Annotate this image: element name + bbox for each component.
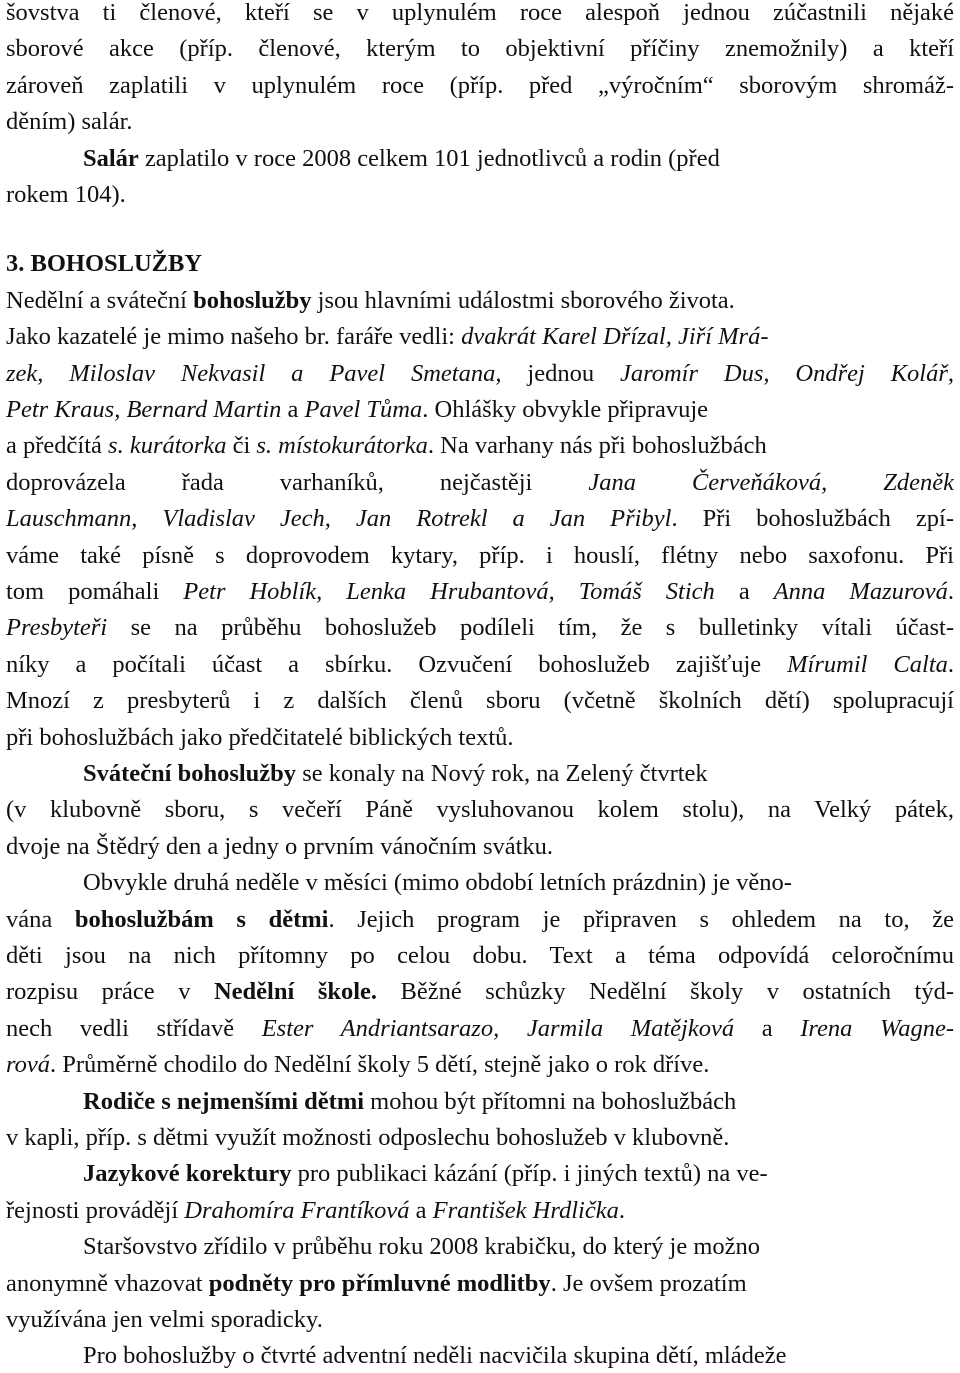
text-line (6, 903, 954, 937)
body-text: anonymně vhazovat (6, 1269, 209, 1297)
italic-text: zek, Miloslav Nekvasil a Pavel Smetana, (6, 359, 502, 387)
text-line (6, 247, 954, 281)
body-text: řejnosti provádějí (6, 1196, 185, 1224)
text-line (6, 1230, 954, 1264)
italic-text: dvakrát Karel Dřízal, Jiří Mrá- (461, 323, 769, 351)
text-line (6, 866, 954, 900)
body-text: sborové akce (příp. členové, kterým to objektivní příčiny znemožnily) a kteří (6, 35, 954, 63)
text-line (6, 1048, 954, 1082)
body-text: (v klubovně sboru, s večeří Páně vysluhovanou kolem stolu), na Velký pátek, (6, 796, 954, 824)
body-text: a (714, 578, 774, 605)
bold-text: podněty pro přímluvné modlitby (208, 1269, 551, 1297)
body-text: Běžné schůzky Nedělní školy v ostatních týd- (377, 978, 954, 1006)
text-line (6, 1012, 954, 1046)
body-text: . (947, 650, 954, 678)
body-text: . Ohlášky obvykle připravuje (422, 396, 709, 423)
body-text: . (618, 1196, 625, 1224)
body-text: . (947, 578, 954, 605)
body-text: doprovázela řada varhaníků, nejčastěji (6, 468, 589, 496)
body-text: a předčítá (6, 432, 109, 460)
body-text: tom pomáhali (6, 578, 184, 605)
text-line (6, 105, 954, 139)
body-text: zaplatilo v roce 2008 celkem 101 jednotlivců a rodin (před (138, 144, 720, 172)
text-line (6, 1085, 954, 1119)
text-line (6, 393, 954, 427)
italic-text: rová (6, 1051, 50, 1079)
italic-text: Anna Mazurová (773, 578, 948, 605)
text-line (6, 793, 954, 827)
text-line (6, 1339, 954, 1373)
italic-text: Lauschmann, Vladislav Jech, Jan Rotrekl a Jan Přibyl (6, 505, 672, 533)
text-line (6, 611, 954, 645)
body-text: Jako kazatelé je mimo našeho br. faráře vedli: (6, 323, 462, 351)
bold-text: 3. BOHOSLUŽBY (6, 250, 203, 278)
body-text: Staršovstvo zřídilo v průběhu roku 2008 krabičku, do který je možno (83, 1233, 761, 1261)
text-line (6, 1157, 954, 1191)
body-text: vána (6, 905, 75, 933)
body-text: či (226, 432, 257, 460)
text-line (6, 539, 954, 573)
bold-text: Sváteční bohoslužby (83, 760, 297, 787)
bold-text: bohoslužbám s dětmi (74, 905, 329, 933)
text-line (6, 721, 954, 755)
text-line (6, 357, 954, 391)
text-line (6, 142, 954, 176)
body-text: jsou hlavními událostmi sborového života. (311, 286, 735, 314)
body-text: zároveň zaplatili v uplynulém roce (příp. před „výročním“ sborovým shromáž- (6, 71, 954, 99)
text-line (6, 466, 954, 500)
body-text: Mnozí z presbyterů i z dalších členů sboru (včetně školních dětí) spolupracují (6, 687, 954, 715)
body-text: . Je ovšem prozatím (550, 1269, 747, 1297)
body-text: jednou (501, 359, 620, 387)
italic-text: Petr Kraus, Bernard Martin (6, 396, 282, 423)
body-text: a (734, 1014, 801, 1042)
body-text: využívána jen velmi sporadicky. (6, 1306, 323, 1333)
text-line (6, 502, 954, 536)
body-text: při bohoslužbách jako předčitatelé biblických textů. (6, 723, 514, 751)
text-line (6, 939, 954, 973)
text-line (6, 1303, 954, 1337)
bold-text: Jazykové korektury (83, 1160, 292, 1188)
body-text: váme také písně s doprovodem kytary, příp. i houslí, flétny nebo saxofonu. Při (6, 541, 954, 569)
text-line (6, 757, 954, 791)
text-line (6, 32, 954, 66)
body-text: děním) salár. (6, 108, 133, 136)
text-line (6, 1194, 954, 1228)
italic-text: Ester Andriantsarazo, Jarmila Matějková (261, 1014, 735, 1042)
text-line (6, 284, 954, 318)
italic-text: František Hrdlička (432, 1196, 619, 1224)
body-text: . Průměrně chodilo do Nedělní školy 5 dětí, stejně jako o rok dříve. (50, 1051, 710, 1079)
body-text: a (281, 396, 305, 423)
text-line (6, 320, 954, 354)
body-text: šovstva ti členové, kteří se v uplynulém roce alespoň jednou zúčastnili nějaké (6, 0, 954, 26)
italic-text: Jana Červeňáková, Zdeněk (588, 468, 954, 496)
italic-text: Drahomíra Frantíková (184, 1196, 410, 1224)
body-text: níky a počítali účast a sbírku. Ozvučení bohoslužeb zajišťuje (6, 650, 788, 678)
text-line (6, 648, 954, 682)
italic-text: Pavel Tůma (304, 396, 423, 423)
body-text: dvoje na Štědrý den a jedny o prvním vánočním svátku. (6, 832, 554, 860)
italic-text: Mírumil Calta (787, 650, 948, 678)
italic-text: Irena Wagne- (800, 1014, 954, 1042)
text-line (6, 1267, 954, 1301)
body-text: mohou být přítomni na bohoslužbách (364, 1087, 737, 1115)
body-text: a (409, 1196, 433, 1224)
text-line (6, 0, 954, 30)
italic-text: Presbyteři (6, 614, 108, 642)
body-text: . Jejich program je připraven s ohledem na to, že (328, 905, 954, 933)
body-text: . Na varhany nás při bohoslužbách (427, 432, 767, 460)
italic-text: Petr Hoblík, Lenka Hrubantová, Tomáš Stich (183, 578, 715, 605)
italic-text: s. kurátorka (108, 432, 227, 460)
italic-text: Jaromír Dus, Ondřej Kolář, (619, 359, 954, 387)
bold-text: Salár (83, 144, 139, 172)
body-text: . Při bohoslužbách zpí- (671, 505, 954, 533)
italic-text: s. místokurátorka (256, 432, 428, 460)
text-line (6, 1121, 954, 1155)
body-text: Pro bohoslužby o čtvrté adventní neděli nacvičila skupina dětí, mládeže (83, 1342, 787, 1370)
body-text: pro publikaci kázání (příp. i jiných textů) na ve- (291, 1160, 768, 1188)
body-text: se konaly na Nový rok, na Zelený čtvrtek (296, 760, 708, 787)
body-text: se na průběhu bohoslužeb podíleli tím, že s bulletinky vítali účast- (107, 614, 954, 642)
text-line (6, 684, 954, 718)
bold-text: bohoslužby (193, 286, 312, 314)
body-text: rokem 104). (6, 181, 126, 208)
bold-text: Nedělní škole. (213, 978, 378, 1006)
body-text: v kapli, příp. s dětmi využít možnosti odposlechu bohoslužeb v klubovně. (6, 1124, 730, 1151)
text-line (6, 69, 954, 103)
body-text: nech vedli střídavě (6, 1014, 262, 1042)
bold-text: Rodiče s nejmenšími dětmi (83, 1087, 365, 1115)
body-text: Nedělní a sváteční (6, 286, 194, 314)
text-line (6, 575, 954, 609)
text-line (6, 429, 954, 463)
body-text: rozpisu práce v (6, 978, 214, 1006)
text-line (6, 975, 954, 1009)
body-text: děti jsou na nich přítomny po celou dobu. Text a téma odpovídá celoročnímu (6, 942, 954, 969)
body-text: Obvykle druhá neděle v měsíci (mimo období letních prázdnin) je věno- (83, 869, 792, 897)
text-line (6, 178, 954, 212)
text-line (6, 830, 954, 864)
